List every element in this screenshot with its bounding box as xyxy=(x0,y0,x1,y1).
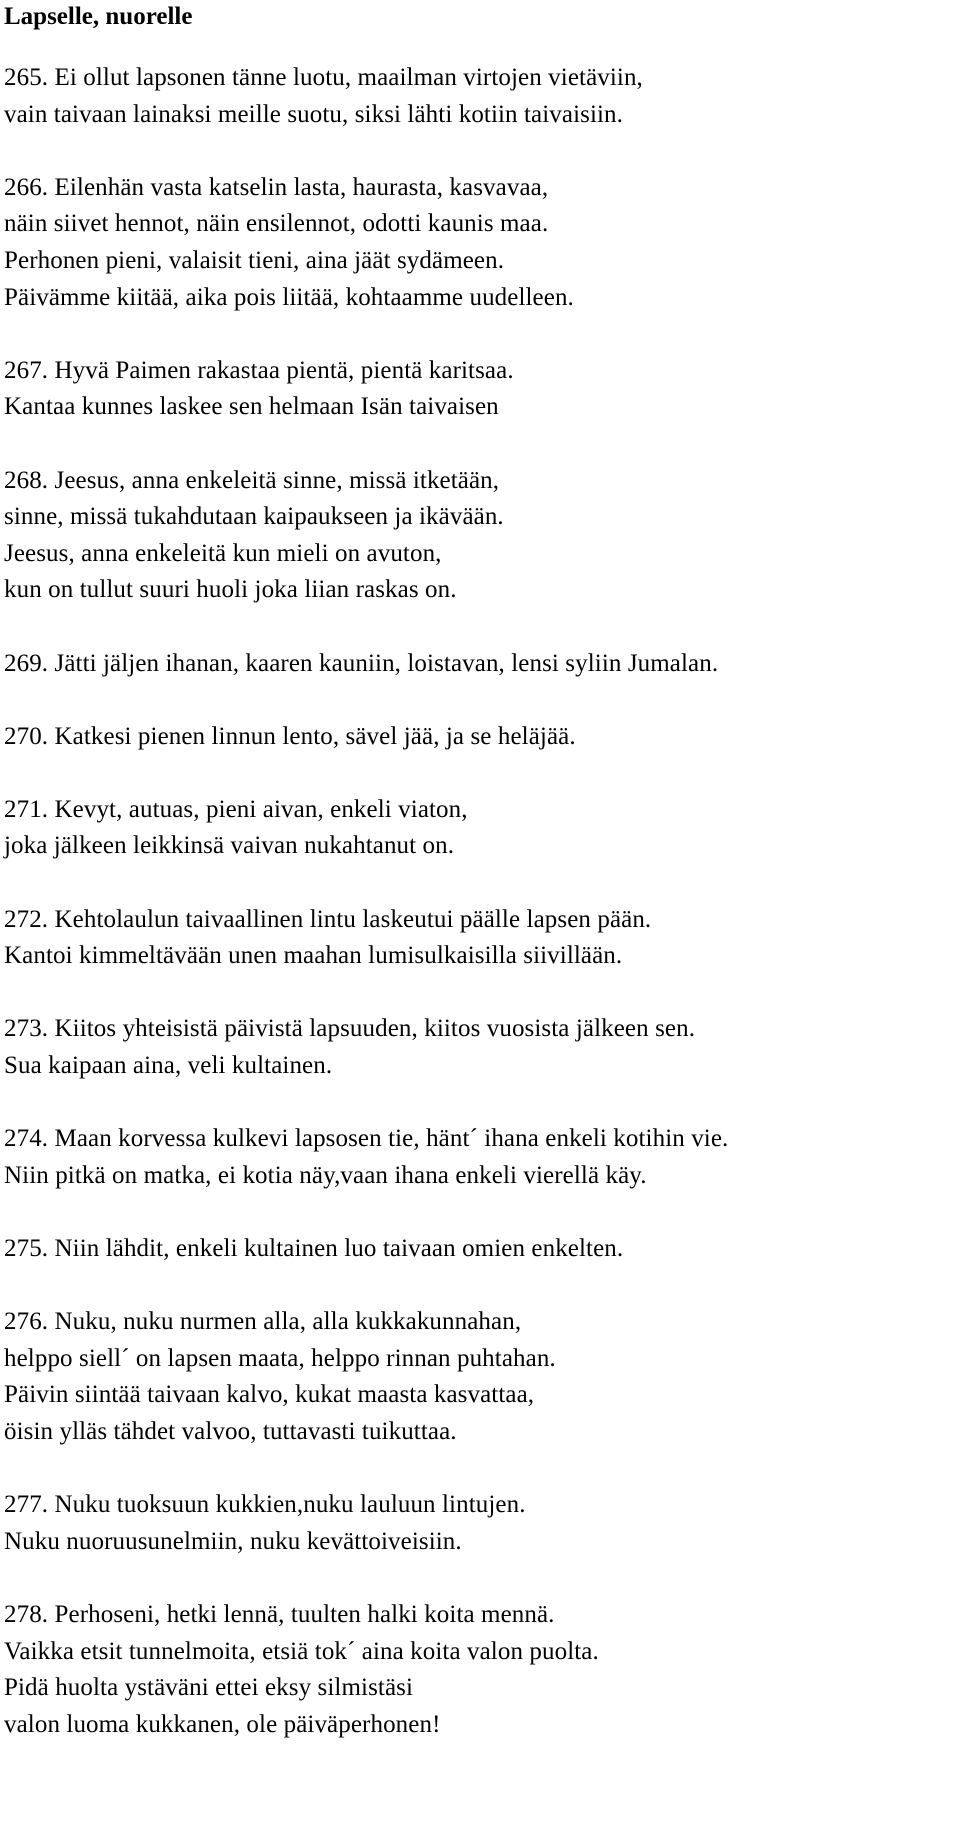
verse-line: Sua kaipaan aina, veli kultainen. xyxy=(4,1052,333,1080)
verse-line: 277. Nuku tuoksuun kukkien,nuku lauluun lintujen. xyxy=(4,1491,526,1519)
verse-line: joka jälkeen leikkinsä vaivan nukahtanut on. xyxy=(4,832,455,860)
verse-line: valon luoma kukkanen, ole päiväperhonen! xyxy=(4,1710,441,1738)
verse-line: Kantaa kunnes laskee sen helmaan Isän taivaisen xyxy=(4,393,499,421)
verse-block xyxy=(4,1121,954,1194)
verse-line: Jeesus, anna enkeleitä kun mieli on avuton, xyxy=(4,539,442,567)
verse-line: vain taivaan lainaksi meille suotu, siksi lähti kotiin taivaisiin. xyxy=(4,100,624,128)
verse-list xyxy=(4,60,954,1743)
verse-line: 276. Nuku, nuku nurmen alla, alla kukkakunnahan, xyxy=(4,1308,522,1336)
verse-line: 269. Jätti jäljen ihanan, kaaren kauniin, loistavan, lensi syliin Jumalan. xyxy=(4,649,719,677)
verse-line: 274. Maan korvessa kulkevi lapsosen tie, hänt´ ihana enkeli kotihin vie. xyxy=(4,1125,729,1153)
verse-block xyxy=(4,646,954,683)
verse-line: helppo siell´ on lapsen maata, helppo rinnan puhtahan. xyxy=(4,1344,556,1372)
verse-block xyxy=(4,1597,954,1743)
verse-block xyxy=(4,792,954,865)
verse-line: Pidä huolta ystäväni ettei eksy silmistäsi xyxy=(4,1674,414,1702)
verse-block xyxy=(4,1304,954,1450)
verse-line: 266. Eilenhän vasta katselin lasta, haurasta, kasvavaa, xyxy=(4,173,549,201)
verse-block xyxy=(4,463,954,609)
verse-line: sinne, missä tukahdutaan kaipaukseen ja ikävään. xyxy=(4,503,504,531)
verse-line: 270. Katkesi pienen linnun lento, sävel jää, ja se heläjää. xyxy=(4,722,576,750)
verse-block xyxy=(4,353,954,426)
verse-line: 273. Kiitos yhteisistä päivistä lapsuuden, kiitos vuosista jälkeen sen. xyxy=(4,1015,696,1043)
verse-line: 278. Perhoseni, hetki lennä, tuulten halki koita mennä. xyxy=(4,1600,555,1628)
verse-block xyxy=(4,719,954,756)
verse-line: 265. Ei ollut lapsonen tänne luotu, maailman virtojen vietäviin, xyxy=(4,64,643,91)
document-title: Lapselle, nuorelle xyxy=(4,3,193,30)
verse-line: Perhonen pieni, valaisit tieni, aina jäät sydämeen. xyxy=(4,246,505,274)
verse-line: 267. Hyvä Paimen rakastaa pientä, pientä karitsaa. xyxy=(4,356,514,384)
verse-line: Päivin siintää taivaan kalvo, kukat maasta kasvattaa, xyxy=(4,1381,535,1409)
verse-line: 272. Kehtolaulun taivaallinen lintu laskeutui päälle lapsen pään. xyxy=(4,905,652,933)
verse-line: 271. Kevyt, autuas, pieni aivan, enkeli viaton, xyxy=(4,795,468,823)
verse-line: näin siivet hennot, näin ensilennot, odotti kaunis maa. xyxy=(4,210,549,238)
verse-block xyxy=(4,902,954,975)
verse-line: 268. Jeesus, anna enkeleitä sinne, missä itketään, xyxy=(4,466,500,494)
verse-line: Kantoi kimmeltävään unen maahan lumisulkaisilla siivillään. xyxy=(4,942,623,970)
verse-line: Päivämme kiitää, aika pois liitää, kohtaamme uudelleen. xyxy=(4,283,574,311)
verse-line: Nuku nuoruusunelmiin, nuku kevättoiveisiin. xyxy=(4,1527,462,1555)
verse-line: öisin ylläs tähdet valvoo, tuttavasti tuikuttaa. xyxy=(4,1417,457,1445)
verse-line: kun on tullut suuri huoli joka liian raskas on. xyxy=(4,576,457,604)
verse-block xyxy=(4,1487,954,1560)
verse-line: 275. Niin lähdit, enkeli kultainen luo taivaan omien enkelten. xyxy=(4,1235,624,1262)
verse-line: Vaikka etsit tunnelmoita, etsiä tok´ aina koita valon puolta. xyxy=(4,1637,599,1665)
verse-block xyxy=(4,1011,954,1084)
verse-line: Niin pitkä on matka, ei kotia näy,vaan ihana enkeli vierellä käy. xyxy=(4,1161,647,1189)
document-page xyxy=(4,0,954,1780)
verse-block xyxy=(4,60,954,133)
verse-block xyxy=(4,1231,954,1268)
verse-block xyxy=(4,170,954,316)
